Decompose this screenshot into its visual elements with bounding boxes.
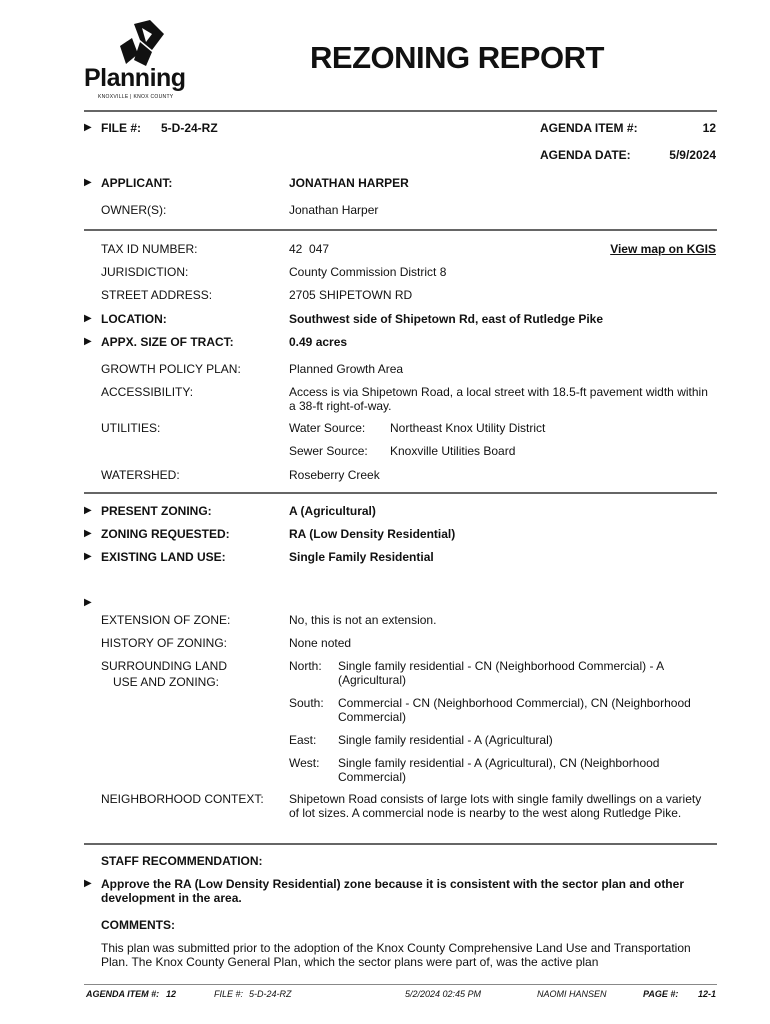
footer-page-label: PAGE #: [643, 989, 679, 999]
tract-size-label: APPX. SIZE OF TRACT: [101, 335, 234, 349]
owner-label: OWNER(S): [101, 203, 167, 217]
section-rule [84, 492, 717, 494]
file-label: FILE #: [101, 121, 142, 135]
sewer-source-label: Sewer Source: [289, 444, 368, 458]
zoning-requested-value: RA (Low Density Residential) [289, 527, 456, 541]
watershed-label: WATERSHED: [101, 468, 180, 482]
north-label: North: [289, 659, 322, 673]
surrounding-label-2: USE AND ZONING: [113, 675, 220, 689]
agenda-item-value: 12 [702, 121, 716, 135]
kgis-map-link[interactable]: View map on KGIS [610, 242, 716, 256]
comments-value: This plan was submitted prior to the adoption of the Knox County Comprehensive Land Use and Transportation Plan. The Knox County General Plan, which the sector plans were part of, was the active plan [101, 941, 691, 969]
neighborhood-context-value: Shipetown Road consists of large lots with single family dwellings on a variety of lot sizes. A commercial node is nearby to the west along Rutledge Pike. [289, 792, 702, 820]
footer-page-value: 12-1 [698, 989, 717, 999]
arrow-icon: ▶ [84, 122, 92, 133]
watershed-value: Roseberry Creek [289, 468, 380, 482]
footer-file-value: 5-D-24-RZ [249, 989, 292, 999]
west-value: Single family residential - A (Agricultural), CN (Neighborhood Commercial) [338, 756, 660, 784]
logo-mark-icon [112, 20, 168, 68]
street-label: STREET ADDRESS: [101, 288, 213, 302]
page-title: REZONING REPORT [310, 40, 604, 75]
west-label: West: [289, 756, 320, 770]
comments-label: COMMENTS: [101, 918, 175, 932]
footer-author: NAOMI HANSEN [537, 989, 607, 999]
south-label: South: [289, 696, 324, 710]
header-rule [84, 110, 717, 112]
tax-id-value: 42 047 [289, 242, 330, 256]
arrow-icon: ▶ [84, 551, 92, 562]
logo-word: Planning [84, 64, 186, 92]
neighborhood-context-label: NEIGHBORHOOD CONTEXT: [101, 792, 264, 806]
staff-recommendation-value: Approve the RA (Low Density Residential) zone because it is consistent with the sector plan and other development in the area. [101, 877, 684, 905]
existing-use-label: EXISTING LAND USE: [101, 550, 226, 564]
history-value: None noted [289, 636, 352, 650]
south-value: Commercial - CN (Neighborhood Commercial), CN (Neighborhood Commercial) [338, 696, 691, 724]
location-label: LOCATION: [101, 312, 167, 326]
file-value: 5-D-24-RZ [161, 121, 218, 135]
applicant-label: APPLICANT: [101, 176, 173, 190]
arrow-icon: ▶ [84, 313, 92, 324]
history-label: HISTORY OF ZONING: [101, 636, 228, 650]
east-label: East: [289, 733, 317, 747]
growth-policy-label: GROWTH POLICY PLAN: [101, 362, 241, 376]
accessibility-label: ACCESSIBILITY: [101, 385, 194, 399]
water-source-value: Northeast Knox Utility District [390, 421, 546, 435]
accessibility-value: Access is via Shipetown Road, a local street with 18.5-ft pavement width within a 38-ft right-of-way. [289, 385, 708, 413]
existing-use-value: Single Family Residential [289, 550, 434, 564]
extension-label: EXTENSION OF ZONE: [101, 613, 231, 627]
agenda-item-label: AGENDA ITEM #: [540, 121, 638, 135]
present-zoning-label: PRESENT ZONING: [101, 504, 212, 518]
north-value: Single family residential - CN (Neighborhood Commercial) - A (Agricultural) [338, 659, 664, 687]
section-rule [84, 843, 717, 845]
arrow-icon: ▶ [84, 505, 92, 516]
zoning-requested-label: ZONING REQUESTED: [101, 527, 230, 541]
east-value: Single family residential - A (Agricultural) [338, 733, 553, 747]
water-source-label: Water Source: [289, 421, 366, 435]
surrounding-label-1: SURROUNDING LAND [101, 659, 228, 673]
arrow-icon: ▶ [84, 878, 92, 889]
footer-file-label: FILE #: [214, 989, 244, 999]
present-zoning-value: A (Agricultural) [289, 504, 376, 518]
footer-agenda-label: AGENDA ITEM #: [86, 989, 160, 999]
agenda-date-value: 5/9/2024 [669, 148, 716, 162]
utilities-label: UTILITIES: [101, 421, 161, 435]
section-rule [84, 229, 717, 231]
sewer-source-value: Knoxville Utilities Board [390, 444, 516, 458]
street-value: 2705 SHIPETOWN RD [289, 288, 413, 302]
tract-size-value: 0.49 acres [289, 335, 348, 349]
agenda-date-label: AGENDA DATE: [540, 148, 631, 162]
growth-policy-value: Planned Growth Area [289, 362, 404, 376]
applicant-value: JONATHAN HARPER [289, 176, 409, 190]
tax-id-label: TAX ID NUMBER: [101, 242, 198, 256]
planning-logo [84, 20, 194, 104]
jurisdiction-value: County Commission District 8 [289, 265, 447, 279]
arrow-icon: ▶ [84, 336, 92, 347]
arrow-icon: ▶ [84, 597, 92, 608]
arrow-icon: ▶ [84, 177, 92, 188]
footer-rule [84, 984, 717, 985]
jurisdiction-label: JURISDICTION: [101, 265, 189, 279]
arrow-icon: ▶ [84, 528, 92, 539]
staff-recommendation-label: STAFF RECOMMENDATION: [101, 854, 263, 868]
footer-timestamp: 5/2/2024 02:45 PM [405, 989, 482, 999]
logo-subtitle: KNOXVILLE | KNOX COUNTY [98, 94, 174, 100]
owner-value: Jonathan Harper [289, 203, 379, 217]
footer-agenda-value: 12 [166, 989, 177, 999]
extension-value: No, this is not an extension. [289, 613, 437, 627]
location-value: Southwest side of Shipetown Rd, east of Rutledge Pike [289, 312, 604, 326]
